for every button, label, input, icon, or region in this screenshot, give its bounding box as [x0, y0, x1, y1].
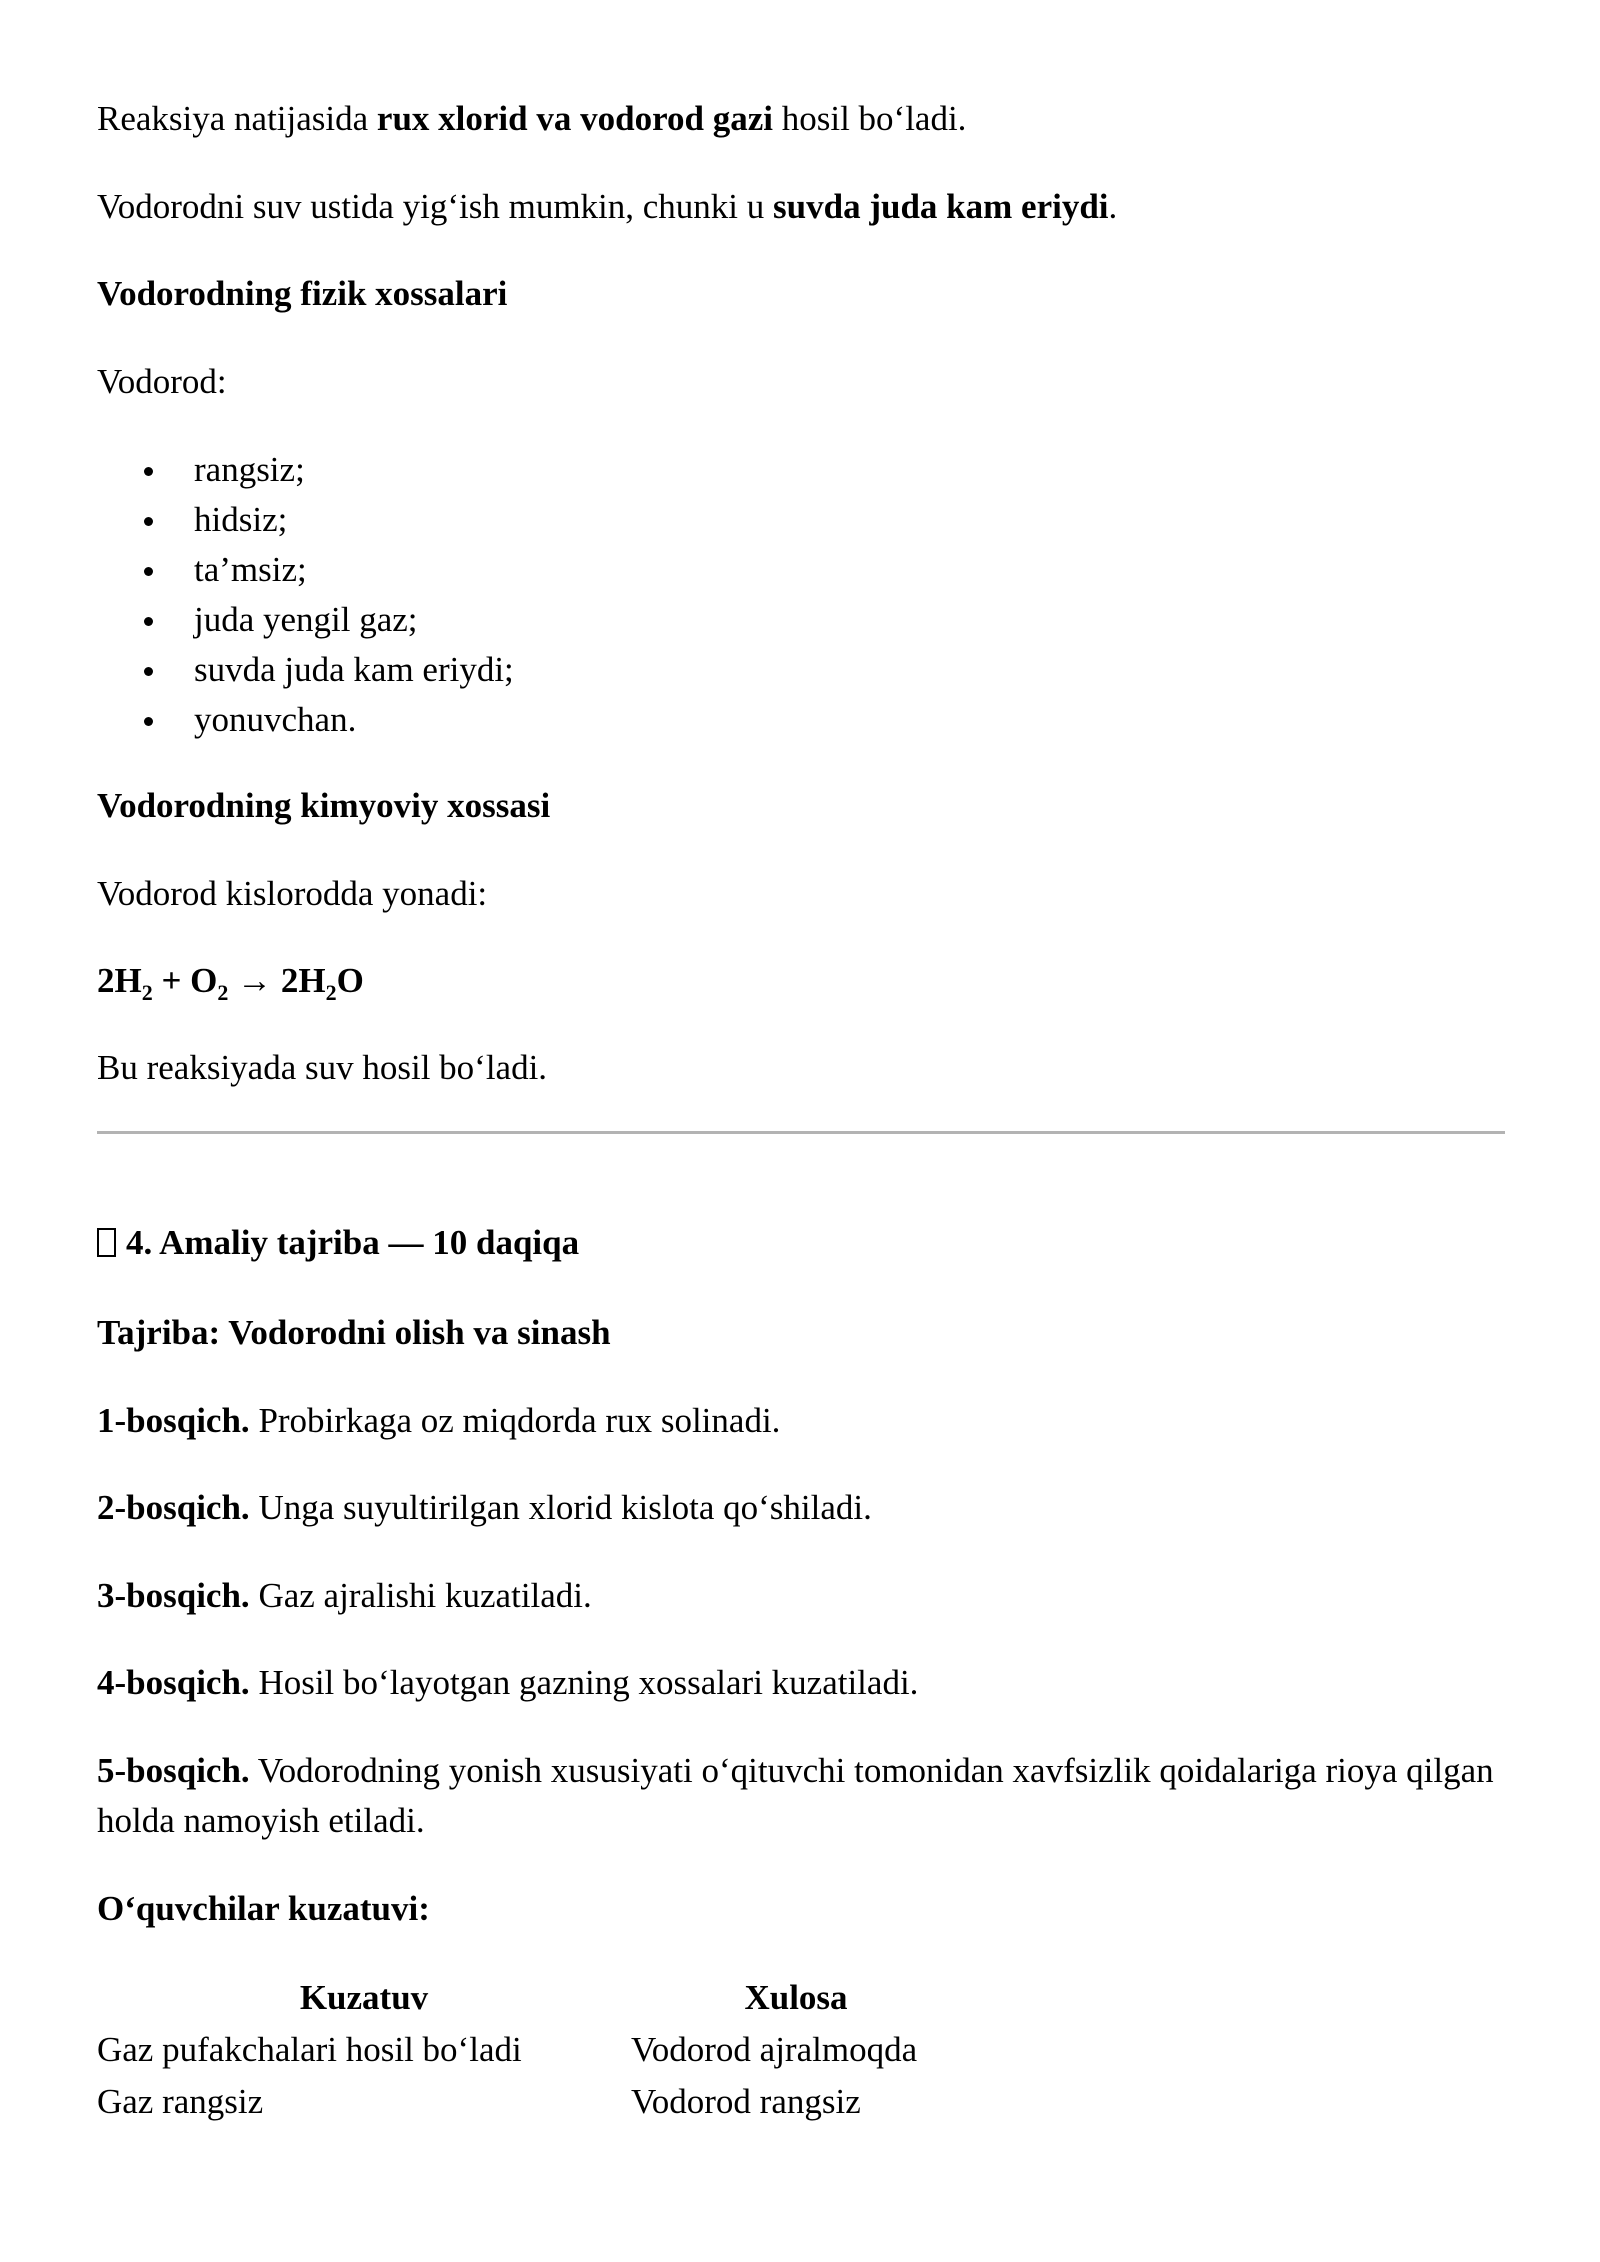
step-3: [97, 1571, 1517, 1621]
step-label: 1-bosqich.: [97, 1401, 250, 1440]
step-label: 4-bosqich.: [97, 1663, 250, 1702]
eq-subscript: 2: [141, 980, 153, 1005]
column-header-conclusion: Xulosa: [744, 1978, 848, 2017]
list-item: [97, 445, 514, 495]
eq-subscript: 2: [325, 980, 337, 1005]
bullet-icon: [144, 717, 153, 726]
horizontal-divider: [97, 1131, 1505, 1134]
bold-text: suvda juda kam eriydi: [773, 187, 1109, 226]
bullet-icon: [144, 667, 153, 676]
bullet-icon: [144, 467, 153, 476]
observations-table: [97, 1972, 961, 2128]
eq-subscript: 2: [217, 980, 229, 1005]
bullet-icon: [144, 617, 153, 626]
list-item: [97, 595, 514, 645]
list-item-text: suvda juda kam eriydi;: [194, 650, 514, 689]
list-item: [97, 645, 514, 695]
table-row: [97, 2024, 961, 2076]
observations-heading: [97, 1884, 1517, 1934]
step-label: 3-bosqich.: [97, 1576, 250, 1615]
text-span: hosil bo‘ladi.: [772, 99, 967, 138]
eq-part: O: [336, 961, 364, 1000]
section-4-title: [97, 1218, 1517, 1268]
step-label: 2-bosqich.: [97, 1488, 250, 1527]
step-text: Unga suyultirilgan xlorid kislota qo‘shiladi.: [249, 1488, 872, 1527]
step-text: Probirkaga oz miqdorda rux solinadi.: [249, 1401, 781, 1440]
experiment-title: [97, 1308, 1517, 1358]
eq-part: → 2H: [228, 961, 326, 1000]
paragraph-collection-note: [97, 182, 1517, 232]
chemical-result: Bu reaksiyada suv hosil bo‘ladi.: [97, 1048, 548, 1087]
heading-text: Vodorodning fizik xossalari: [97, 274, 508, 313]
list-item-text: ta’msiz;: [194, 550, 307, 589]
experiment-title-text: Tajriba: Vodorodni olish va sinash: [97, 1313, 611, 1352]
eq-part: 2H: [97, 961, 142, 1000]
step-text: Hosil bo‘layotgan gazning xossalari kuzatiladi.: [249, 1663, 919, 1702]
table-cell: Gaz rangsiz: [97, 2082, 264, 2121]
step-4: [97, 1658, 1517, 1708]
chemical-intro: Vodorod kislorodda yonadi:: [97, 874, 488, 913]
list-item: [97, 545, 514, 595]
list-item-text: yonuvchan.: [194, 700, 357, 739]
step-text: Gaz ajralishi kuzatiladi.: [249, 1576, 592, 1615]
table-row: [97, 2076, 961, 2128]
step-label: 5-bosqich.: [97, 1751, 250, 1790]
step-text: Vodorodning yonish xususiyati o‘qituvchi tomonidan xavfsizlik qoidalariga rioya qilgan holda namoyish etiladi.: [97, 1751, 1494, 1840]
section-title-text: 4. Amaliy tajriba — 10 daqiqa: [126, 1223, 580, 1262]
observations-heading-text: O‘quvchilar kuzatuvi:: [97, 1889, 430, 1928]
text-span: Vodorodni suv ustida yig‘ish mumkin, chunki u: [97, 187, 774, 226]
table-header-row: [97, 1972, 961, 2024]
list-item-text: rangsiz;: [194, 450, 305, 489]
table-cell: Vodorod ajralmoqda: [631, 2030, 918, 2069]
list-item-text: hidsiz;: [194, 500, 288, 539]
step-1: [97, 1396, 1517, 1446]
table-cell: Vodorod rangsiz: [631, 2082, 861, 2121]
paragraph-reaction-products: [97, 94, 1517, 144]
step-2: [97, 1483, 1517, 1533]
heading-chemical-property: [97, 781, 1517, 831]
list-item: [97, 495, 514, 545]
heading-text: Vodorodning kimyoviy xossasi: [97, 786, 551, 825]
table-cell: Gaz pufakchalari hosil bo‘ladi: [97, 2030, 522, 2069]
equation-text: [97, 961, 364, 1005]
eq-part: + O: [152, 961, 218, 1000]
equation-water-formation: [97, 956, 1517, 1006]
list-item-text: juda yengil gaz;: [194, 600, 418, 639]
list-item: [97, 695, 514, 745]
text-span: .: [1108, 187, 1118, 226]
text-span: Reaksiya natijasida: [97, 99, 377, 138]
bullet-icon: [144, 517, 153, 526]
physical-properties-list: [97, 445, 514, 745]
physical-intro: Vodorod:: [97, 362, 227, 401]
heading-physical-properties: [97, 269, 1517, 319]
bullet-icon: [144, 567, 153, 576]
bold-text: rux xlorid va vodorod gazi: [376, 99, 773, 138]
missing-glyph-icon: [97, 1228, 116, 1257]
step-5: [97, 1746, 1517, 1846]
column-header-observation: Kuzatuv: [299, 1978, 429, 2017]
